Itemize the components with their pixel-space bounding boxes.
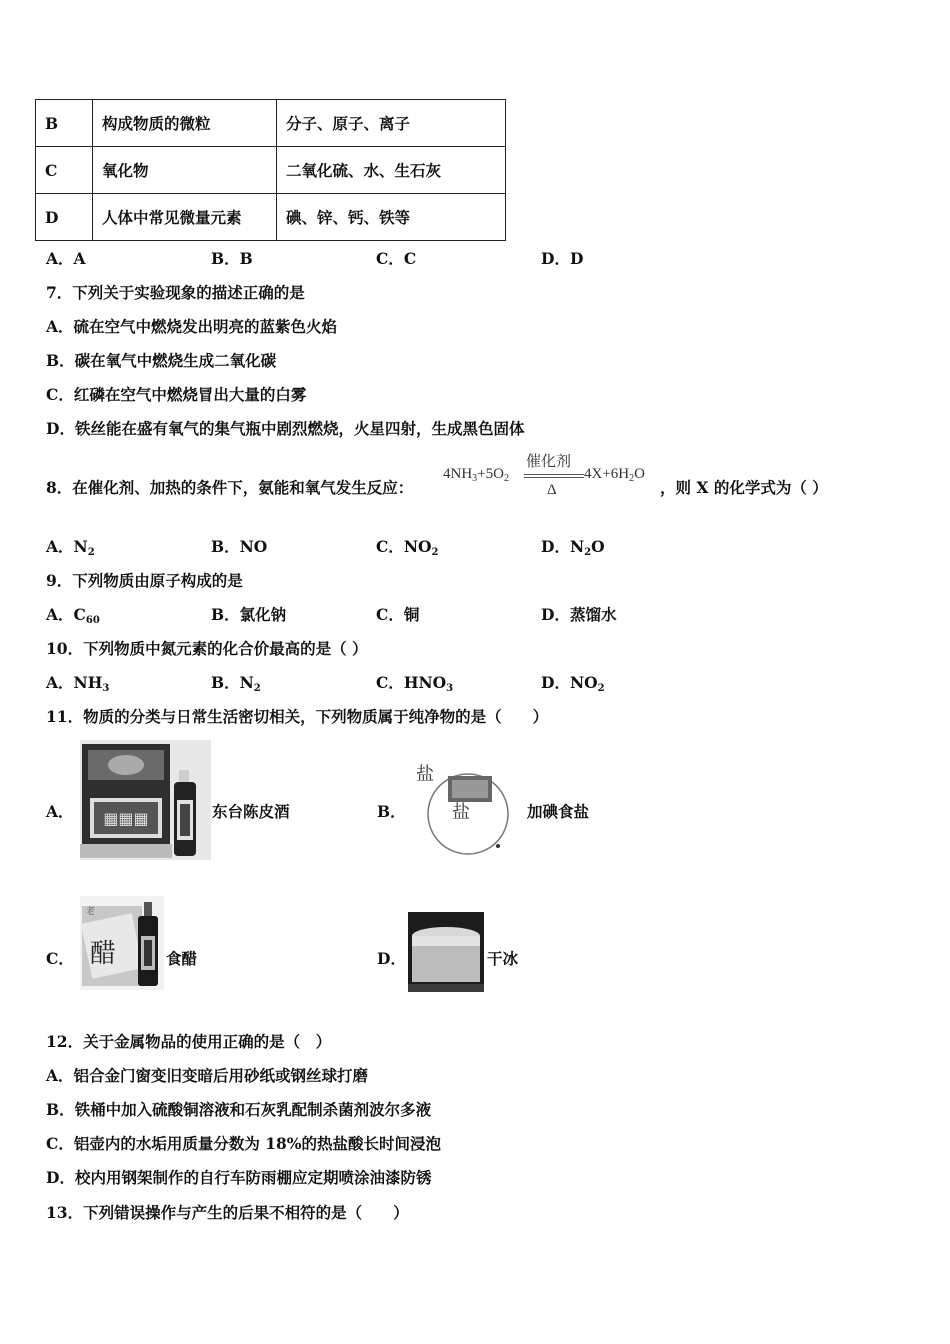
table-cell-category: 人体中常见微量元素 — [93, 194, 277, 241]
q9-option-d[interactable]: D．蒸馏水 — [541, 605, 617, 624]
liquor-illustration — [80, 740, 211, 860]
eq-o: O — [634, 466, 645, 482]
option-sub: 2 — [584, 547, 592, 558]
q8-stem-prefix: 8．在催化剂、加热的条件下，氨能和氧气发生反应： — [46, 478, 414, 497]
q12-option-a[interactable]: A．铝合金门窗变旧变暗后用砂纸或钢丝球打磨 — [46, 1066, 369, 1085]
option-sub: 2 — [597, 683, 605, 694]
table-cell-letter: B — [36, 100, 93, 147]
vinegar-illustration — [80, 896, 164, 990]
table-cell-examples: 二氧化硫、水、生石灰 — [277, 147, 506, 194]
q8-condition-catalyst: 催化剂 — [526, 452, 572, 470]
q8-condition-heat: Δ — [547, 482, 557, 498]
q11-option-b-caption: 加碘食盐 — [527, 802, 590, 821]
salt-image[interactable] — [412, 760, 516, 856]
salt-illustration — [412, 760, 516, 856]
q13-stem: 13．下列错误操作与产生的后果不相符的是（ ） — [46, 1203, 409, 1222]
q7-stem: 7．下列关于实验现象的描述正确的是 — [46, 283, 305, 302]
q6-option-c[interactable]: C．C — [376, 249, 417, 268]
option-sub: 3 — [446, 683, 454, 694]
option-label: C．NO — [376, 537, 432, 556]
q10-option-c[interactable] — [376, 671, 453, 694]
q6-option-d[interactable]: D．D — [541, 249, 584, 268]
q8-option-c[interactable] — [376, 535, 438, 558]
eq-nh3: 4NH — [443, 466, 473, 482]
option-sub: 2 — [87, 547, 95, 558]
q8-stem-suffix: ，则 X 的化学式为（ ） — [660, 478, 828, 497]
q11-option-a-letter[interactable]: A． — [46, 802, 74, 821]
q9-stem: 9．下列物质由原子构成的是 — [46, 571, 243, 590]
eq-sub: 3 — [472, 473, 478, 484]
option-label: A．C — [46, 605, 86, 624]
option-sub: 3 — [102, 683, 110, 694]
table-cell-letter: D — [36, 194, 93, 241]
classification-table — [35, 99, 506, 241]
dry-ice-image[interactable] — [408, 912, 484, 992]
q11-option-a-caption: 东台陈皮酒 — [212, 802, 290, 821]
q7-option-b[interactable]: B．碳在氧气中燃烧生成二氧化碳 — [46, 351, 277, 370]
q12-stem: 12．关于金属物品的使用正确的是（ ） — [46, 1032, 332, 1051]
svg-text:盐: 盐 — [416, 764, 434, 785]
q9-option-c[interactable]: C．铜 — [376, 605, 420, 624]
eq-o2: +5O — [477, 466, 504, 482]
table-cell-category: 氧化物 — [93, 147, 277, 194]
q6-option-b[interactable]: B．B — [211, 249, 253, 268]
table-cell-letter: C — [36, 147, 93, 194]
q10-stem: 10．下列物质中氮元素的化合价最高的是（ ） — [46, 639, 368, 658]
q8-equation-left — [443, 466, 509, 484]
q11-option-c-caption: 食醋 — [166, 949, 198, 968]
option-tail: O — [591, 537, 605, 556]
eq-sub: 2 — [629, 473, 635, 484]
option-sub: 2 — [431, 547, 439, 558]
option-label: D．NO — [541, 673, 598, 692]
q8-option-b[interactable] — [211, 535, 267, 557]
option-sub: 60 — [85, 615, 100, 626]
q9-option-a[interactable] — [46, 603, 100, 626]
q8-option-d[interactable] — [541, 535, 605, 558]
q12-option-b[interactable]: B．铁桶中加入硫酸铜溶液和石灰乳配制杀菌剂波尔多液 — [46, 1100, 432, 1119]
q8-equation-right — [584, 466, 645, 484]
q11-option-c-letter[interactable]: C． — [46, 949, 74, 968]
q8-equation-bar — [524, 474, 584, 475]
option-label: C．HNO — [376, 673, 447, 692]
table-row — [36, 100, 506, 147]
table-cell-category: 构成物质的微粒 — [93, 100, 277, 147]
option-label: B．N — [211, 673, 254, 692]
q12-option-d[interactable]: D．校内用钢架制作的自行车防雨棚应定期喷涂油漆防锈 — [46, 1168, 432, 1187]
option-label: A．N — [46, 537, 88, 556]
q6-option-a[interactable]: A．A — [46, 249, 86, 268]
option-label: A．NH — [46, 673, 103, 692]
q8-option-a[interactable] — [46, 535, 95, 558]
table-row — [36, 194, 506, 241]
table-row — [36, 147, 506, 194]
option-sub: 2 — [253, 683, 261, 694]
table-cell-examples: 分子、原子、离子 — [277, 100, 506, 147]
q11-option-d-caption: 干冰 — [487, 949, 519, 968]
q7-option-c[interactable]: C．红磷在空气中燃烧冒出大量的白雾 — [46, 385, 307, 404]
q7-option-a[interactable]: A．硫在空气中燃烧发出明亮的蓝紫色火焰 — [46, 317, 338, 336]
option-label: D．N — [541, 537, 585, 556]
vinegar-image[interactable] — [80, 896, 164, 990]
q11-option-b-letter[interactable]: B． — [377, 802, 406, 821]
table-cell-examples: 碘、锌、钙、铁等 — [277, 194, 506, 241]
svg-text:老: 老 — [86, 907, 96, 917]
q12-option-c[interactable]: C．铝壶内的水垢用质量分数为 18%的热盐酸长时间浸泡 — [46, 1134, 442, 1153]
dry-ice-illustration — [408, 912, 484, 992]
q9-option-b[interactable]: B．氯化钠 — [211, 605, 287, 624]
q10-option-a[interactable] — [46, 671, 109, 694]
q10-option-d[interactable] — [541, 671, 605, 694]
eq-products: 4X+6H — [584, 466, 630, 482]
q8-equation-bar — [524, 477, 584, 478]
option-label: B．NO — [211, 537, 268, 556]
liquor-image[interactable] — [80, 740, 211, 860]
q11-option-d-letter[interactable]: D． — [377, 949, 406, 968]
q11-stem: 11．物质的分类与日常生活密切相关，下列物质属于纯净物的是（ ） — [46, 707, 549, 726]
svg-text:盐: 盐 — [452, 802, 470, 823]
eq-sub: 2 — [503, 473, 509, 484]
q10-option-b[interactable] — [211, 671, 261, 694]
svg-text:醋: 醋 — [90, 939, 117, 969]
q7-option-d[interactable]: D．铁丝能在盛有氧气的集气瓶中剧烈燃烧，火星四射，生成黑色固体 — [46, 419, 525, 438]
svg-text:▦▦▦: ▦▦▦ — [103, 809, 149, 828]
